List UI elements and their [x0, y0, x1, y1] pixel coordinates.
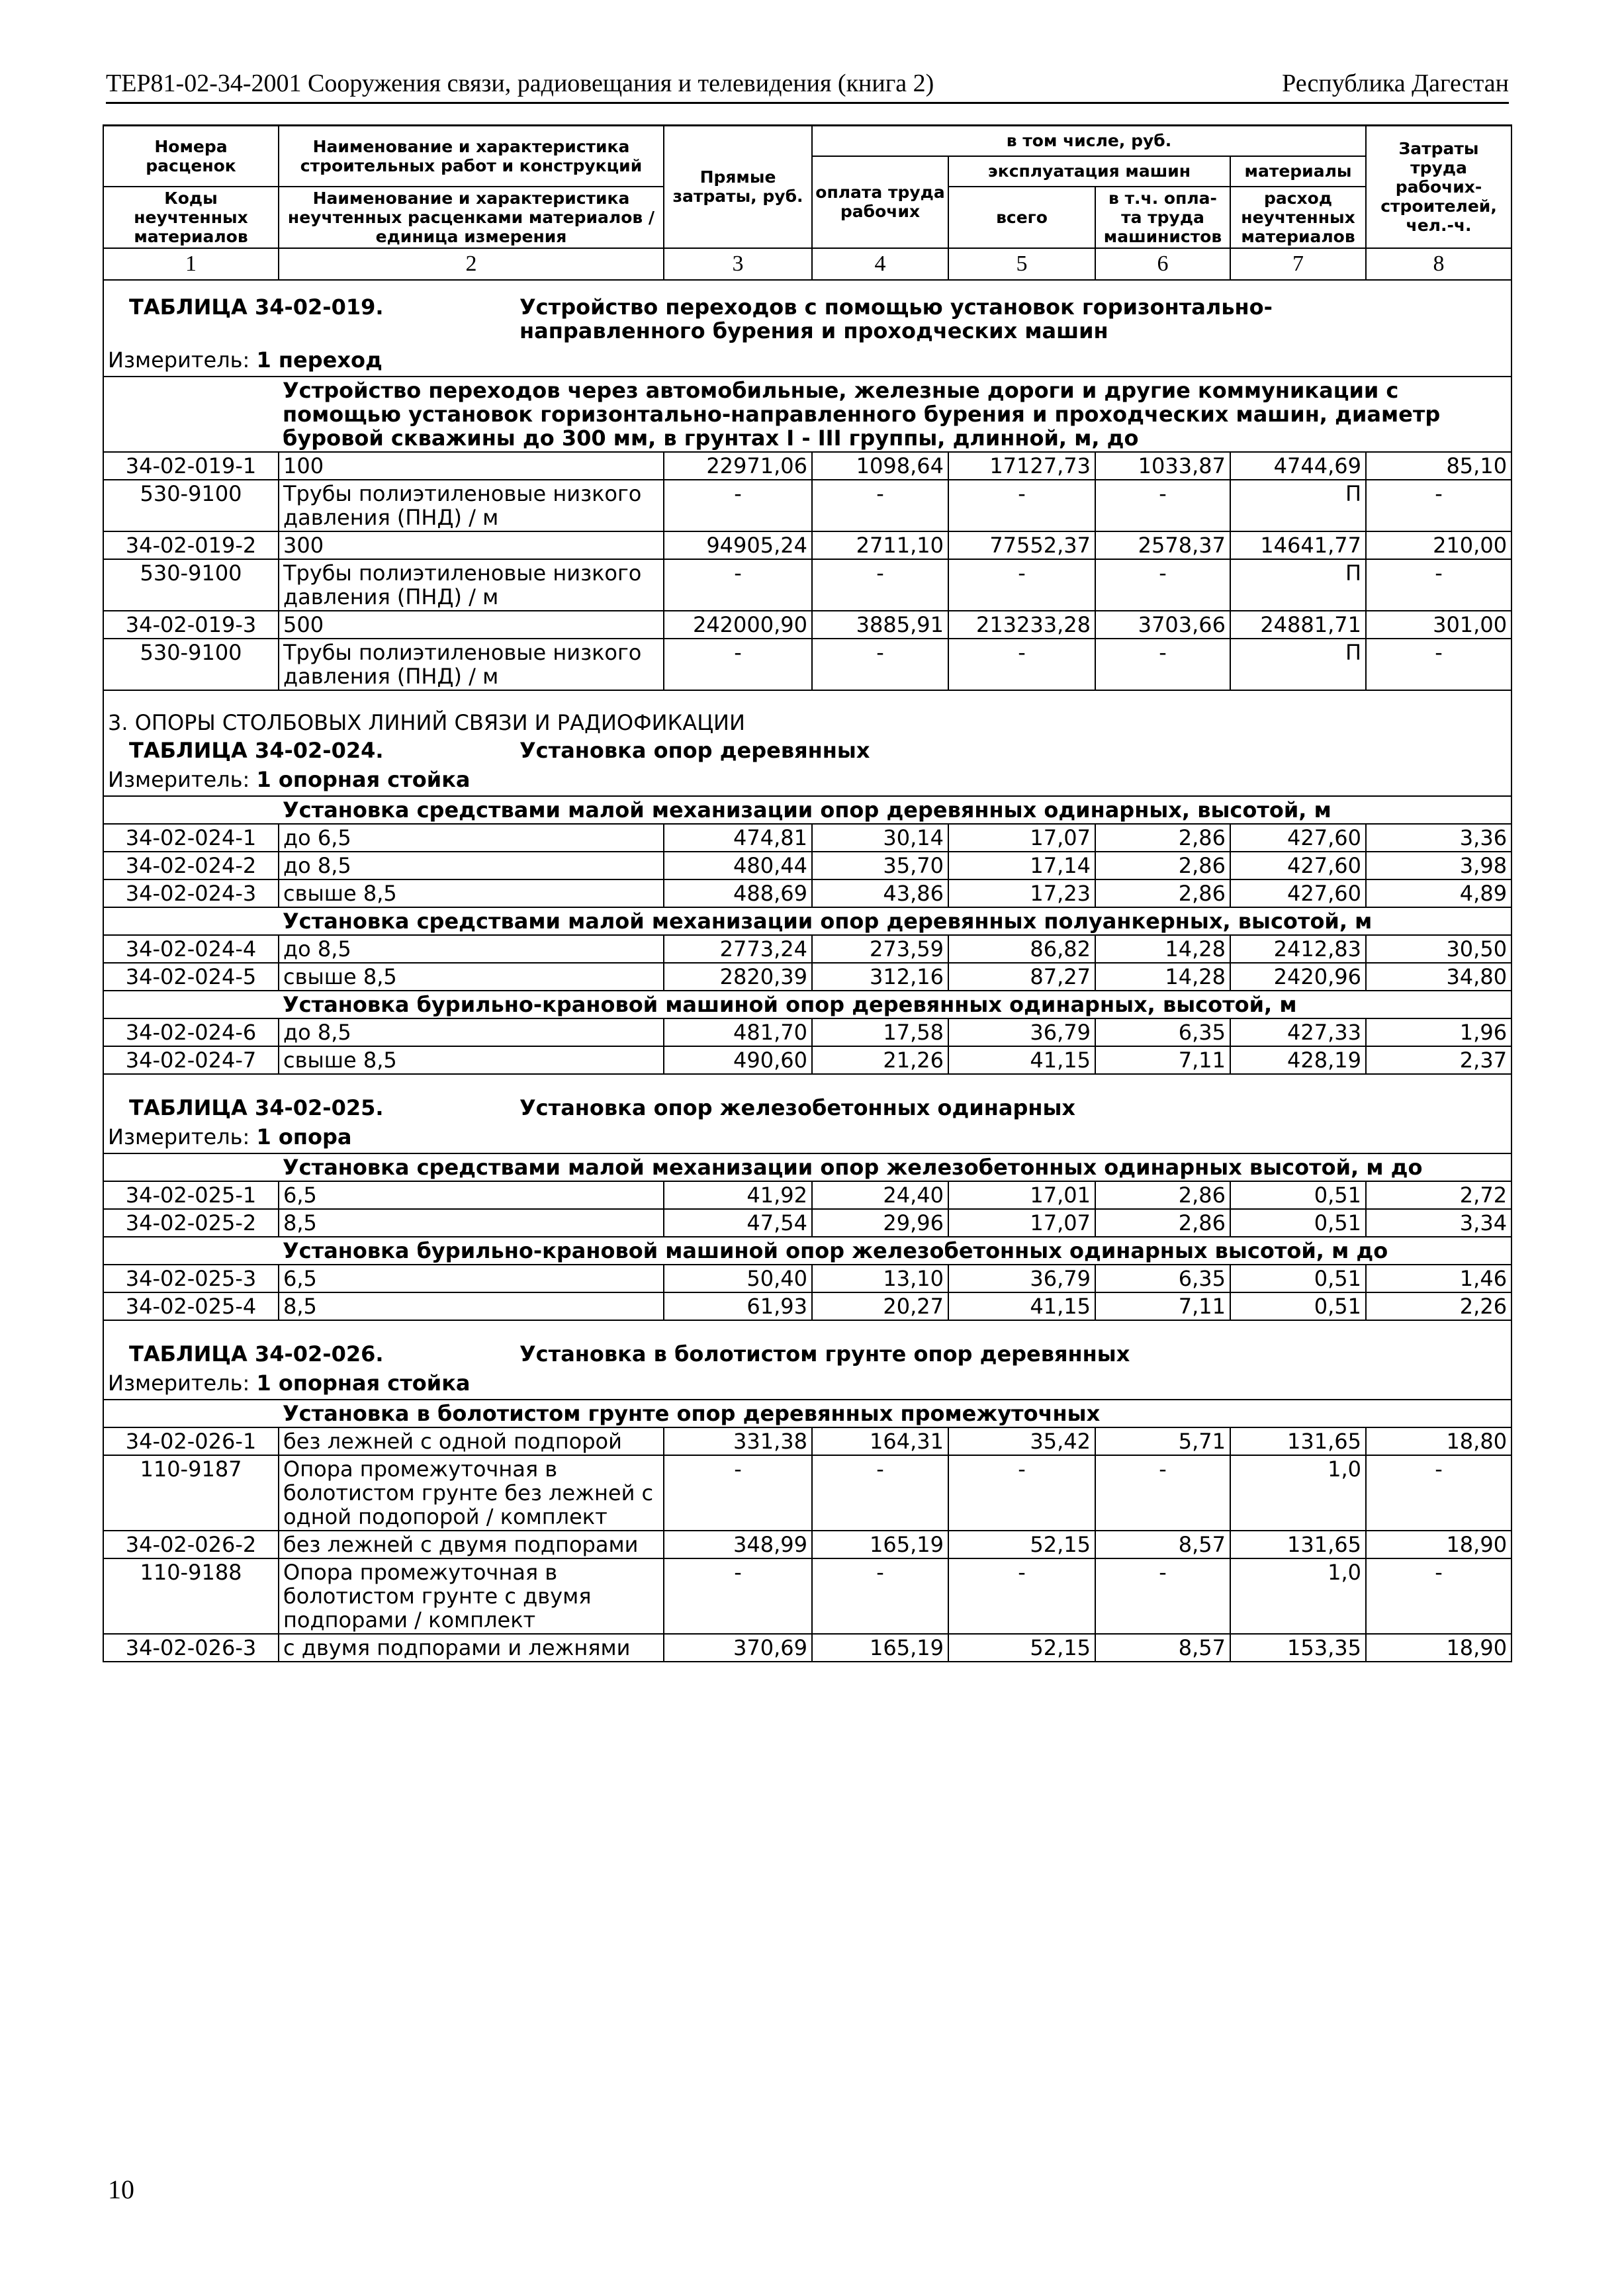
value-cell: 29,96 [812, 1209, 948, 1237]
table-row [103, 639, 1511, 690]
work-name: до 8,5 [279, 852, 664, 879]
meter-cell [103, 764, 1511, 796]
header-title: ТЕР81-02-34-2001 Сооружения связи, радиовещания и телевидения (книга 2) [106, 69, 934, 97]
value-cell: 348,99 [664, 1531, 812, 1558]
work-name: 8,5 [279, 1209, 664, 1237]
value-cell: 2773,24 [664, 935, 812, 963]
table-title-cell [103, 281, 1511, 344]
rates-table-area [103, 124, 1511, 1662]
spacer-row [103, 690, 1511, 708]
value-cell: - [1366, 1455, 1511, 1531]
table-title-cell [103, 1333, 1511, 1367]
value-cell: 165,19 [812, 1531, 948, 1558]
col-number: 2 [279, 248, 664, 280]
group-heading: Установка средствами малой механизации опор железобетонных одинарных высотой, м до [279, 1153, 1511, 1181]
value-cell: - [664, 480, 812, 531]
table-row [103, 531, 1511, 559]
value-cell: 36,79 [948, 1018, 1095, 1046]
value-cell: 3885,91 [812, 611, 948, 639]
value-cell: 7,11 [1095, 1292, 1230, 1320]
table-title-row [103, 1333, 1511, 1367]
value-cell: 21,26 [812, 1046, 948, 1074]
rate-code: 34-02-026-3 [103, 1634, 279, 1662]
value-cell: 2,86 [1095, 852, 1230, 879]
table-label: ТАБЛИЦА 34-02-025. [129, 1095, 384, 1120]
value-cell: 1,0 [1230, 1558, 1366, 1634]
value-cell: 8,57 [1095, 1531, 1230, 1558]
value-cell: - [812, 559, 948, 611]
value-cell: 36,79 [948, 1265, 1095, 1292]
rate-code: 34-02-024-7 [103, 1046, 279, 1074]
value-cell: 17127,73 [948, 452, 1095, 480]
meter-cell [103, 1121, 1511, 1153]
table-title-cell [103, 1087, 1511, 1121]
group-spacer-cell [103, 1237, 279, 1265]
spacer-cell [103, 690, 1511, 708]
value-cell: 1033,87 [1095, 452, 1230, 480]
rate-code: 34-02-019-2 [103, 531, 279, 559]
value-cell: 47,54 [664, 1209, 812, 1237]
value-cell: 131,65 [1230, 1531, 1366, 1558]
table-row [103, 852, 1511, 879]
value-cell: 18,80 [1366, 1427, 1511, 1455]
table-title-cell [103, 736, 1511, 764]
value-cell: - [812, 1455, 948, 1531]
col-number: 6 [1095, 248, 1230, 280]
meter-value: 1 опора [256, 1124, 352, 1149]
group-heading-row [103, 907, 1511, 935]
value-cell: 5,71 [1095, 1427, 1230, 1455]
col-number: 5 [948, 248, 1095, 280]
value-cell: 2412,83 [1230, 935, 1366, 963]
meter-label: Измеритель: [108, 1124, 250, 1149]
table-row [103, 480, 1511, 531]
value-cell: 2711,10 [812, 531, 948, 559]
rate-code: 110-9187 [103, 1455, 279, 1531]
meter-value: 1 переход [256, 347, 383, 373]
value-cell: 6,35 [1095, 1018, 1230, 1046]
table-label: ТАБЛИЦА 34-02-019. [129, 294, 384, 320]
table-row [103, 559, 1511, 611]
col-materials-header: материалы [1230, 156, 1366, 187]
value-cell: - [1366, 1558, 1511, 1634]
value-cell: 427,60 [1230, 824, 1366, 852]
value-cell: 61,93 [664, 1292, 812, 1320]
rate-code: 34-02-026-2 [103, 1531, 279, 1558]
value-cell: 52,15 [948, 1634, 1095, 1662]
value-cell: 35,70 [812, 852, 948, 879]
col-number: 7 [1230, 248, 1366, 280]
value-cell: - [948, 480, 1095, 531]
work-name: свыше 8,5 [279, 963, 664, 991]
col-rate-number-header: Номера расценок [103, 126, 279, 187]
value-cell: П [1230, 480, 1366, 531]
work-name: до 8,5 [279, 935, 664, 963]
value-cell: 1,96 [1366, 1018, 1511, 1046]
value-cell: 273,59 [812, 935, 948, 963]
value-cell: - [664, 559, 812, 611]
value-cell: 474,81 [664, 824, 812, 852]
value-cell: 4744,69 [1230, 452, 1366, 480]
work-name: 100 [279, 452, 664, 480]
table-title: Устройство переходов с помощью установок горизонтально- [519, 294, 1273, 320]
value-cell: 331,38 [664, 1427, 812, 1455]
value-cell: 3703,66 [1095, 611, 1230, 639]
rate-code: 530-9100 [103, 639, 279, 690]
rate-code: 34-02-024-6 [103, 1018, 279, 1046]
value-cell: 41,92 [664, 1181, 812, 1209]
col-operators-wages-header: в т.ч. опла-та труда машинистов [1095, 187, 1230, 248]
rate-code: 34-02-024-2 [103, 852, 279, 879]
value-cell: 488,69 [664, 879, 812, 907]
col-material-codes-header: Коды неучтенных материалов [103, 187, 279, 248]
value-cell: 13,10 [812, 1265, 948, 1292]
value-cell: - [948, 559, 1095, 611]
work-name: до 8,5 [279, 1018, 664, 1046]
rates-body-table [103, 281, 1512, 1662]
col-number: 4 [812, 248, 948, 280]
table-row [103, 1455, 1511, 1531]
rate-code: 34-02-019-3 [103, 611, 279, 639]
value-cell: 94905,24 [664, 531, 812, 559]
value-cell: 30,50 [1366, 935, 1511, 963]
value-cell: 41,15 [948, 1046, 1095, 1074]
group-heading: Установка бурильно-крановой машиной опор железобетонных одинарных высотой, м до [279, 1237, 1511, 1265]
col-incl-header: в том числе, руб. [812, 126, 1366, 156]
value-cell: 2,26 [1366, 1292, 1511, 1320]
value-cell: 86,82 [948, 935, 1095, 963]
col-material-names-header: Наименование и характеристика неучтенных расценками материалов / единица измерения [279, 187, 664, 248]
value-cell: 17,07 [948, 1209, 1095, 1237]
table-row [103, 452, 1511, 480]
value-cell: 2420,96 [1230, 963, 1366, 991]
value-cell: 18,90 [1366, 1634, 1511, 1662]
value-cell: - [948, 639, 1095, 690]
spacer-row [103, 1074, 1511, 1087]
table-row [103, 1018, 1511, 1046]
value-cell: 34,80 [1366, 963, 1511, 991]
meter-cell [103, 344, 1511, 377]
group-spacer-cell [103, 1153, 279, 1181]
value-cell: 18,90 [1366, 1531, 1511, 1558]
value-cell: 22971,06 [664, 452, 812, 480]
value-cell: 17,01 [948, 1181, 1095, 1209]
value-cell: - [664, 1455, 812, 1531]
value-cell: 210,00 [1366, 531, 1511, 559]
table-row [103, 1292, 1511, 1320]
column-header-table [103, 124, 1512, 281]
rate-code: 530-9100 [103, 480, 279, 531]
value-cell: 0,51 [1230, 1209, 1366, 1237]
rate-code: 530-9100 [103, 559, 279, 611]
group-heading-row [103, 1400, 1511, 1427]
work-name: свыше 8,5 [279, 879, 664, 907]
work-name: с двумя подпорами и лежнями [279, 1634, 664, 1662]
group-heading-row [103, 991, 1511, 1018]
value-cell: 2820,39 [664, 963, 812, 991]
value-cell: 4,89 [1366, 879, 1511, 907]
col-machines-total-header: всего [948, 187, 1095, 248]
meter-row [103, 344, 1511, 377]
table-row [103, 1209, 1511, 1237]
meter-row [103, 1367, 1511, 1400]
value-cell: 20,27 [812, 1292, 948, 1320]
section-heading-row [103, 708, 1511, 736]
col-number: 3 [664, 248, 812, 280]
rate-code: 34-02-025-3 [103, 1265, 279, 1292]
group-spacer-cell [103, 796, 279, 824]
value-cell: - [1095, 639, 1230, 690]
value-cell: 24881,71 [1230, 611, 1366, 639]
table-row [103, 1046, 1511, 1074]
work-name: 6,5 [279, 1265, 664, 1292]
table-row [103, 824, 1511, 852]
value-cell: 0,51 [1230, 1181, 1366, 1209]
value-cell: 2,72 [1366, 1181, 1511, 1209]
value-cell: П [1230, 559, 1366, 611]
col-work-name-header: Наименование и характеристика строительных работ и конструкций [279, 126, 664, 187]
group-heading-row [103, 1153, 1511, 1181]
col-direct-costs-header: Прямые затраты, руб. [664, 126, 812, 248]
meter-label: Измеритель: [108, 347, 250, 373]
value-cell: 3,36 [1366, 824, 1511, 852]
group-heading-row [103, 796, 1511, 824]
table-title-row [103, 736, 1511, 764]
value-cell: 30,14 [812, 824, 948, 852]
value-cell: 213233,28 [948, 611, 1095, 639]
value-cell: 50,40 [664, 1265, 812, 1292]
value-cell: 77552,37 [948, 531, 1095, 559]
table-row [103, 611, 1511, 639]
work-name: Опора промежуточная в болотистом грунте с двумя подпорами / комплект [279, 1558, 664, 1634]
table-title-row [103, 1087, 1511, 1121]
work-name: свыше 8,5 [279, 1046, 664, 1074]
value-cell: 2578,37 [1095, 531, 1230, 559]
table-row [103, 1558, 1511, 1634]
value-cell: 427,33 [1230, 1018, 1366, 1046]
work-name: Трубы полиэтиленовые низкого давления (ПНД) / м [279, 639, 664, 690]
value-cell: 370,69 [664, 1634, 812, 1662]
value-cell: 153,35 [1230, 1634, 1366, 1662]
value-cell: 1,0 [1230, 1455, 1366, 1531]
value-cell: 2,37 [1366, 1046, 1511, 1074]
page-number: 10 [108, 2175, 134, 2204]
value-cell: 2,86 [1095, 1181, 1230, 1209]
value-cell: 14641,77 [1230, 531, 1366, 559]
work-name: до 6,5 [279, 824, 664, 852]
value-cell: 0,51 [1230, 1292, 1366, 1320]
group-heading: Устройство переходов через автомобильные, железные дороги и другие коммуникации с помощью установок горизонтально-направленного бурения и проходческих машин, диаметр буровой скважины до 300 мм, в грунтах I - III группы, длинной, м, до [279, 377, 1511, 452]
value-cell: 428,19 [1230, 1046, 1366, 1074]
group-spacer-cell [103, 377, 279, 452]
value-cell: 480,44 [664, 852, 812, 879]
col-wages-header: оплата труда рабочих [812, 156, 948, 248]
value-cell: - [1095, 559, 1230, 611]
work-name: 300 [279, 531, 664, 559]
value-cell: 52,15 [948, 1531, 1095, 1558]
value-cell: 17,14 [948, 852, 1095, 879]
value-cell: - [1095, 480, 1230, 531]
work-name: Трубы полиэтиленовые низкого давления (ПНД) / м [279, 559, 664, 611]
value-cell: 7,11 [1095, 1046, 1230, 1074]
value-cell: - [1095, 1558, 1230, 1634]
value-cell: 8,57 [1095, 1634, 1230, 1662]
value-cell: - [1366, 559, 1511, 611]
col-labor-header: Затраты труда рабочих-строителей, чел.-ч. [1366, 126, 1511, 248]
rate-code: 34-02-024-5 [103, 963, 279, 991]
value-cell: 17,58 [812, 1018, 948, 1046]
spacer-cell [103, 1074, 1511, 1087]
value-cell: 17,07 [948, 824, 1095, 852]
col-number: 8 [1366, 248, 1511, 280]
value-cell: 17,23 [948, 879, 1095, 907]
meter-value: 1 опорная стойка [256, 766, 471, 792]
value-cell: 14,28 [1095, 963, 1230, 991]
group-spacer-cell [103, 1400, 279, 1427]
spacer-row [103, 1320, 1511, 1333]
value-cell: - [812, 480, 948, 531]
value-cell: 3,34 [1366, 1209, 1511, 1237]
value-cell: П [1230, 639, 1366, 690]
work-name: 8,5 [279, 1292, 664, 1320]
table-title: Установка опор железобетонных одинарных [519, 1095, 1076, 1120]
value-cell: 24,40 [812, 1181, 948, 1209]
meter-row [103, 1121, 1511, 1153]
running-header [106, 64, 1509, 103]
value-cell: 301,00 [1366, 611, 1511, 639]
table-title-cont: направленного бурения и проходческих машин [519, 318, 1108, 343]
value-cell: 481,70 [664, 1018, 812, 1046]
value-cell: 3,98 [1366, 852, 1511, 879]
value-cell: - [948, 1455, 1095, 1531]
value-cell: 165,19 [812, 1634, 948, 1662]
rate-code: 110-9188 [103, 1558, 279, 1634]
value-cell: 1098,64 [812, 452, 948, 480]
rate-code: 34-02-024-4 [103, 935, 279, 963]
value-cell: 85,10 [1366, 452, 1511, 480]
table-row [103, 963, 1511, 991]
value-cell: 35,42 [948, 1427, 1095, 1455]
meter-value: 1 опорная стойка [256, 1370, 471, 1396]
col-number: 1 [103, 248, 279, 280]
rate-code: 34-02-019-1 [103, 452, 279, 480]
meter-label: Измеритель: [108, 1370, 250, 1396]
table-row [103, 1531, 1511, 1558]
header-rule [106, 102, 1509, 104]
col-machines-header: эксплуатация машин [948, 156, 1230, 187]
value-cell: 427,60 [1230, 852, 1366, 879]
group-heading: Установка средствами малой механизации опор деревянных одинарных, высотой, м [279, 796, 1511, 824]
value-cell: 490,60 [664, 1046, 812, 1074]
group-spacer-cell [103, 991, 279, 1018]
meter-label: Измеритель: [108, 766, 250, 792]
work-name: 500 [279, 611, 664, 639]
value-cell: 2,86 [1095, 1209, 1230, 1237]
table-row [103, 879, 1511, 907]
header-region: Республика Дагестан [1282, 69, 1509, 97]
value-cell: - [812, 1558, 948, 1634]
value-cell: 41,15 [948, 1292, 1095, 1320]
section-heading: 3. ОПОРЫ СТОЛБОВЫХ ЛИНИЙ СВЯЗИ И РАДИОФИКАЦИИ [108, 709, 745, 735]
table-title-row [103, 281, 1511, 344]
work-name: без лежней с двумя подпорами [279, 1531, 664, 1558]
table-label: ТАБЛИЦА 34-02-026. [129, 1341, 384, 1367]
group-heading-row [103, 377, 1511, 452]
meter-cell [103, 1367, 1511, 1400]
rate-code: 34-02-024-3 [103, 879, 279, 907]
value-cell: - [1366, 639, 1511, 690]
value-cell: 0,51 [1230, 1265, 1366, 1292]
group-heading: Установка бурильно-крановой машиной опор деревянных одинарных, высотой, м [279, 991, 1511, 1018]
value-cell: 43,86 [812, 879, 948, 907]
table-row [103, 1181, 1511, 1209]
group-heading-row [103, 1237, 1511, 1265]
table-label: ТАБЛИЦА 34-02-024. [129, 737, 384, 763]
work-name: Опора промежуточная в болотистом грунте без лежней с одной подопорой / комплект [279, 1455, 664, 1531]
work-name: 6,5 [279, 1181, 664, 1209]
value-cell: 2,86 [1095, 824, 1230, 852]
group-spacer-cell [103, 907, 279, 935]
value-cell: 242000,90 [664, 611, 812, 639]
rate-code: 34-02-025-1 [103, 1181, 279, 1209]
rate-code: 34-02-026-1 [103, 1427, 279, 1455]
rate-code: 34-02-025-2 [103, 1209, 279, 1237]
value-cell: 312,16 [812, 963, 948, 991]
table-title: Установка в болотистом грунте опор деревянных [519, 1341, 1130, 1367]
spacer-cell [103, 1320, 1511, 1333]
value-cell: - [664, 639, 812, 690]
group-heading: Установка средствами малой механизации опор деревянных полуанкерных, высотой, м [279, 907, 1511, 935]
value-cell: 164,31 [812, 1427, 948, 1455]
meter-row [103, 764, 1511, 796]
value-cell: 2,86 [1095, 879, 1230, 907]
table-title: Установка опор деревянных [519, 737, 870, 763]
value-cell: - [1095, 1455, 1230, 1531]
table-row [103, 1265, 1511, 1292]
value-cell: - [664, 1558, 812, 1634]
value-cell: 87,27 [948, 963, 1095, 991]
work-name: без лежней с одной подпорой [279, 1427, 664, 1455]
table-row [103, 1634, 1511, 1662]
value-cell: - [948, 1558, 1095, 1634]
value-cell: 1,46 [1366, 1265, 1511, 1292]
work-name: Трубы полиэтиленовые низкого давления (ПНД) / м [279, 480, 664, 531]
value-cell: - [1366, 480, 1511, 531]
group-heading: Установка в болотистом грунте опор деревянных промежуточных [279, 1400, 1511, 1427]
value-cell: 14,28 [1095, 935, 1230, 963]
table-row [103, 935, 1511, 963]
rate-code: 34-02-024-1 [103, 824, 279, 852]
value-cell: - [812, 639, 948, 690]
table-row [103, 1427, 1511, 1455]
value-cell: 131,65 [1230, 1427, 1366, 1455]
col-unaccounted-materials-header: расход неучтенных материалов [1230, 187, 1366, 248]
value-cell: 6,35 [1095, 1265, 1230, 1292]
value-cell: 427,60 [1230, 879, 1366, 907]
rate-code: 34-02-025-4 [103, 1292, 279, 1320]
